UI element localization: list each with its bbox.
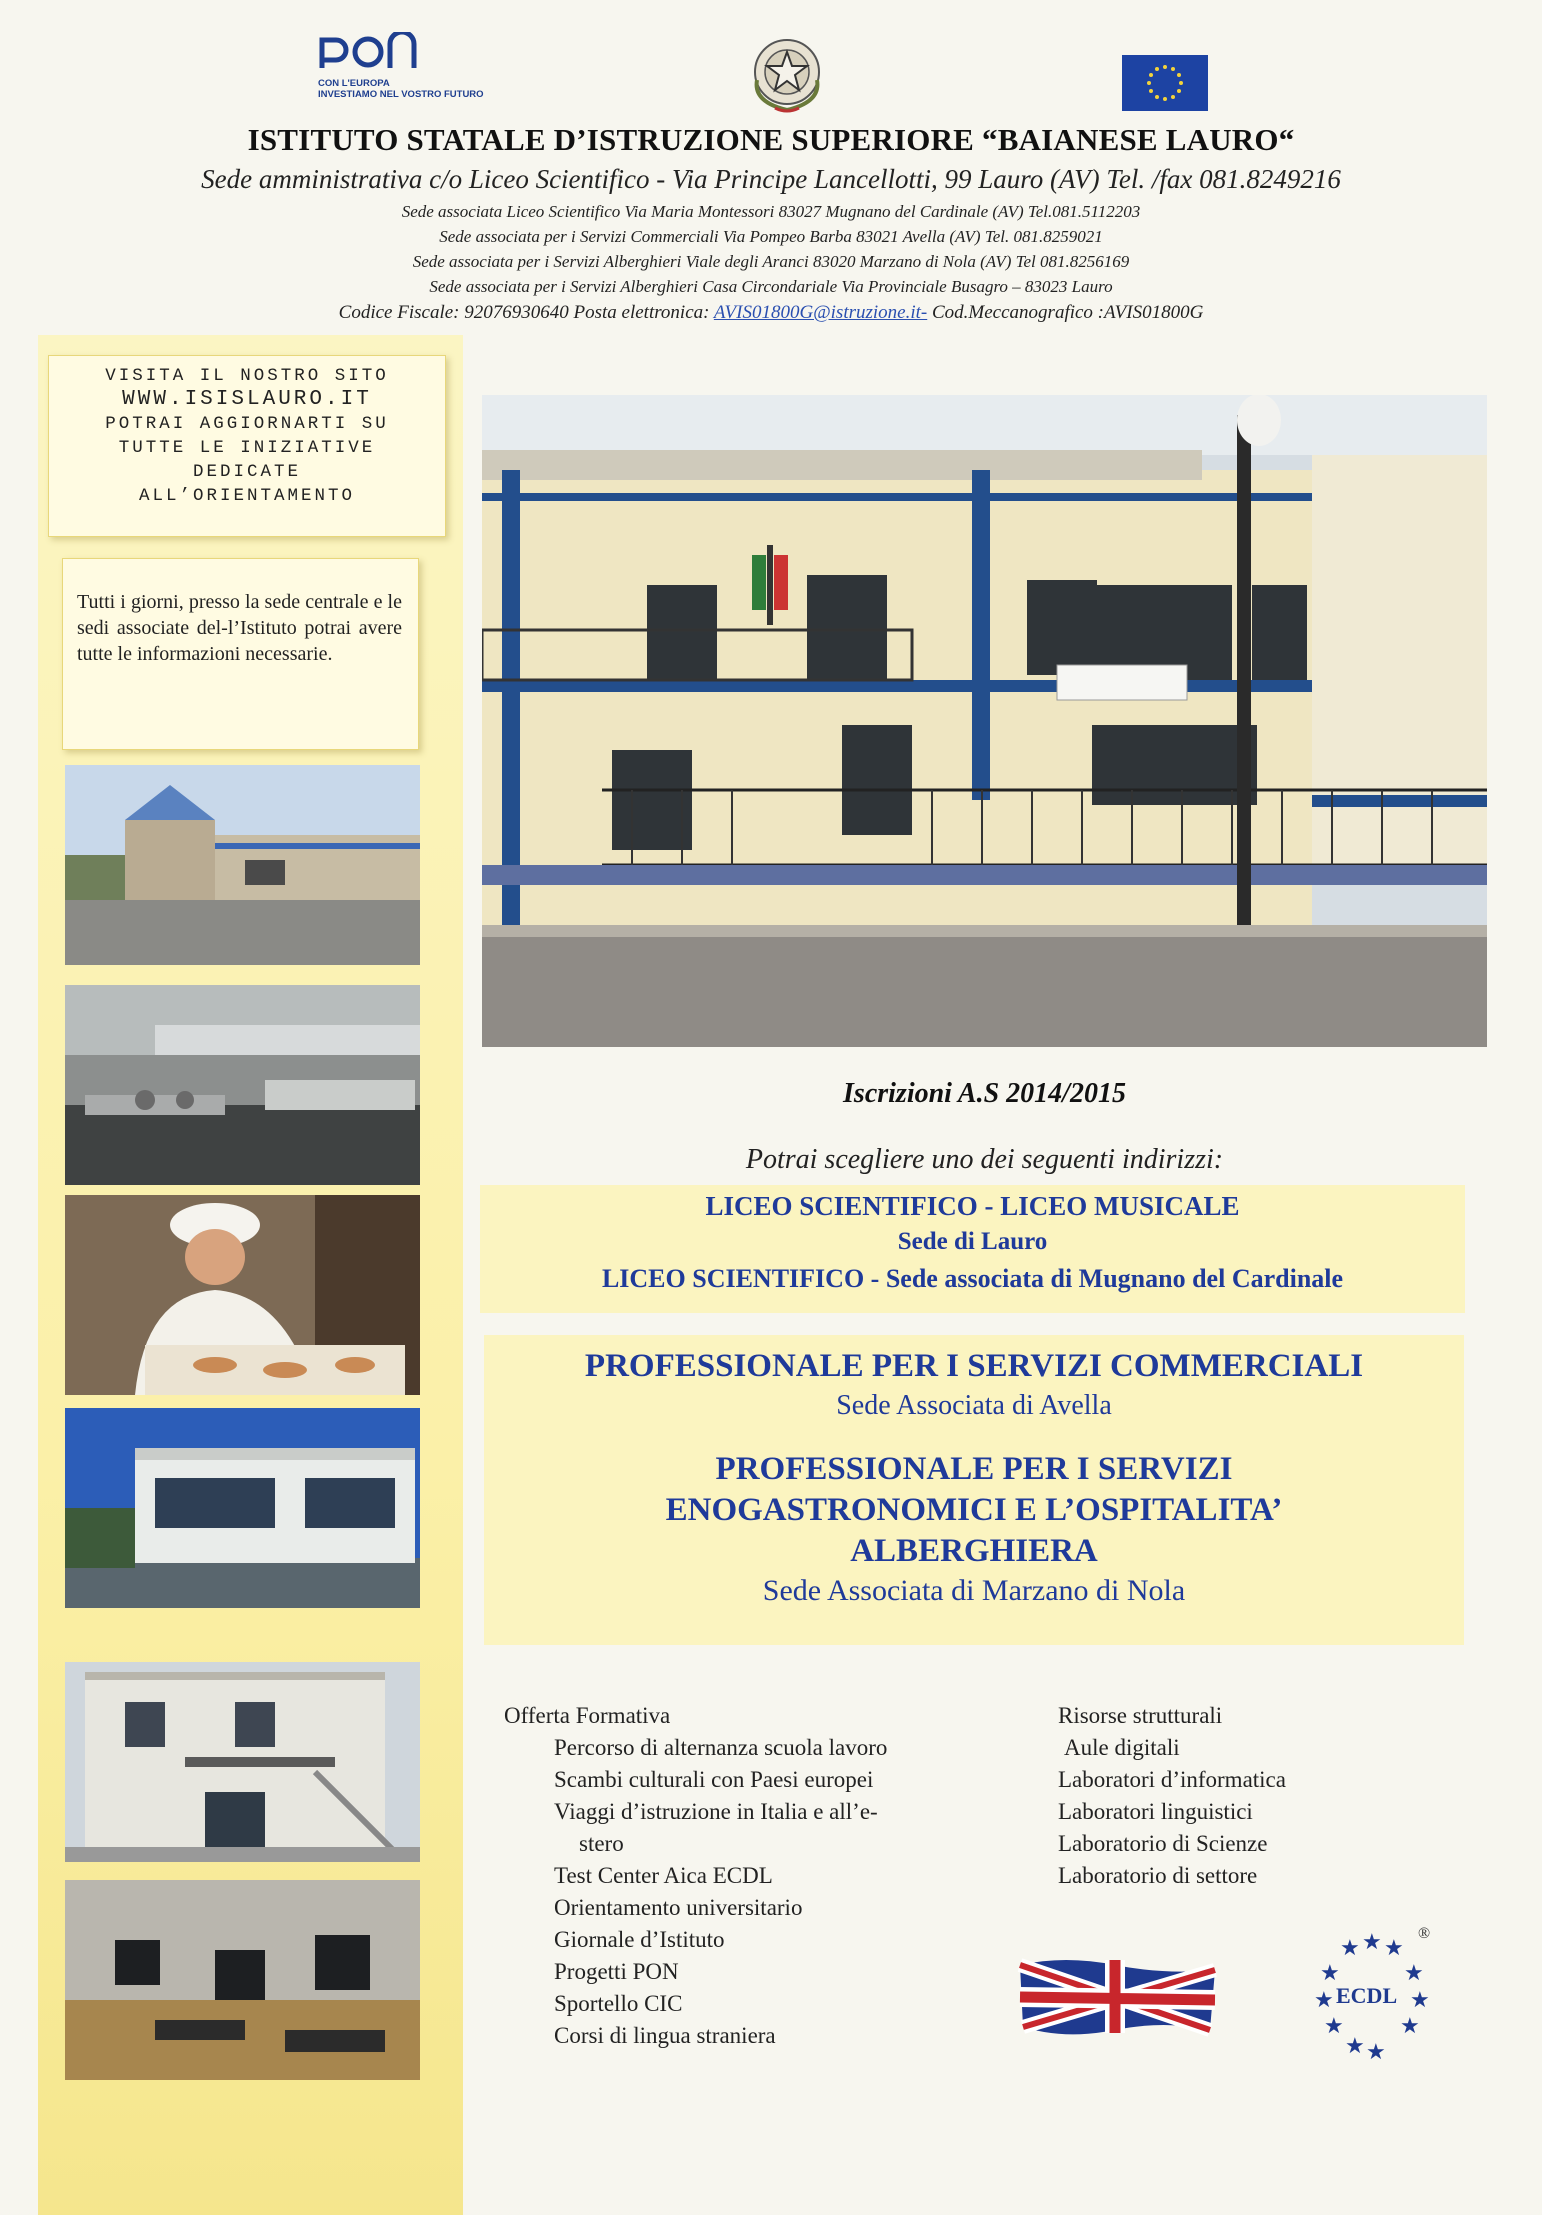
- fiscal-line: [0, 302, 1542, 324]
- fiscal-code: Codice Fiscale: 92076930640 Posta elettronica:: [338, 302, 714, 323]
- mechanographic-code: Cod.Meccanografico :AVIS01800G: [927, 302, 1204, 323]
- visit-line-6: ALL’ORIENTAMENTO: [138, 486, 356, 506]
- resource-item: Laboratorio di Scienze: [1058, 1831, 1268, 1856]
- pon-logo-text-2: INVESTIAMO NEL VOSTRO FUTURO: [318, 89, 484, 100]
- offer-item: Test Center Aica ECDL: [554, 1863, 773, 1888]
- svg-text:★: ★: [1324, 2014, 1344, 2039]
- resources-title: Risorse strutturali: [1058, 1703, 1223, 1728]
- info-box: [62, 558, 419, 750]
- offer-item: Corsi di lingua straniera: [554, 2023, 776, 2048]
- svg-text:★: ★: [1314, 1988, 1334, 2013]
- prof-eno-line-2: ENOGASTRONOMICI E L’OSPITALITA’: [665, 1492, 1283, 1528]
- ecdl-logo: [1300, 1925, 1440, 2065]
- pon-logo-icon: [318, 32, 428, 72]
- svg-text:★: ★: [1400, 2014, 1420, 2039]
- ecdl-label: ECDL: [1336, 1983, 1398, 2008]
- resource-item: Laboratorio di settore: [1058, 1863, 1258, 1888]
- professional-panel: [484, 1335, 1464, 1645]
- visit-line-4: TUTTE LE INIZIATIVE: [118, 438, 376, 458]
- resources-list: [1058, 1700, 1286, 1892]
- branch-line-2: Sede associata per i Servizi Commerciali Via Pompeo Barba 83021 Avella (AV) Tel. 081.8259021: [439, 227, 1103, 246]
- photo-computer-lab: [65, 1880, 420, 2080]
- main-school-photo: [482, 395, 1487, 1047]
- offer-item: Percorso di alternanza scuola lavoro: [554, 1735, 888, 1760]
- branch-line-1: Sede associata Liceo Scientifico Via Maria Montessori 83027 Mugnano del Cardinale (AV) Tel.081.5112203: [401, 202, 1141, 221]
- offer-title: Offerta Formativa: [504, 1703, 671, 1728]
- prof-commercial-site: Sede Associata di Avella: [836, 1390, 1112, 1421]
- svg-text:★: ★: [1362, 1930, 1382, 1955]
- svg-text:★: ★: [1340, 1936, 1360, 1961]
- pon-logo: [318, 32, 548, 102]
- liceo-line-3: LICEO SCIENTIFICO - Sede associata di Mugnano del Cardinale: [601, 1264, 1344, 1293]
- photo-kitchen: [65, 985, 420, 1185]
- website-link[interactable]: WWW.ISISLAURO.IT: [122, 388, 372, 411]
- eu-flag-icon: [1122, 55, 1208, 111]
- branch-line-3: Sede associata per i Servizi Alberghieri Viale degli Aranci 83020 Marzano di Nola (AV) Tel 081.8256169: [412, 252, 1130, 271]
- svg-text:★: ★: [1366, 2040, 1386, 2065]
- liceo-panel: [480, 1185, 1465, 1313]
- offer-item: Orientamento universitario: [554, 1895, 803, 1920]
- pon-logo-text-1: CON L'EUROPA: [318, 78, 390, 89]
- uk-flag-icon: [1015, 1955, 1220, 2037]
- branch-line-4: Sede associata per i Servizi Alberghieri Casa Circondariale Via Provinciale Busagro – 83023 Lauro: [429, 277, 1113, 296]
- school-name: ISTITUTO STATALE D’ISTRUZIONE SUPERIORE “BAIANESE LAURO“: [247, 122, 1295, 157]
- enrollment-title: Iscrizioni A.S 2014/2015: [843, 1078, 1126, 1109]
- choose-line: Potrai scegliere uno dei seguenti indirizzi:: [745, 1144, 1224, 1175]
- visit-site-box: [48, 355, 446, 537]
- resource-item: Laboratori d’informatica: [1058, 1767, 1286, 1792]
- offer-item: stero: [579, 1831, 624, 1856]
- liceo-line-2: Sede di Lauro: [897, 1228, 1048, 1255]
- svg-text:★: ★: [1404, 1961, 1424, 1986]
- offer-item: Viaggi d’istruzione in Italia e all’e-: [554, 1799, 878, 1824]
- visit-line-1: VISITA IL NOSTRO SITO: [105, 366, 389, 386]
- svg-text:★: ★: [1410, 1988, 1430, 2013]
- visit-line-5: DEDICATE: [192, 462, 301, 482]
- italian-emblem-icon: [745, 30, 830, 115]
- prof-eno-line-3: ALBERGHIERA: [850, 1533, 1098, 1569]
- resource-item: Aule digitali: [1064, 1735, 1180, 1760]
- visit-line-3: POTRAI AGGIORNARTI SU: [105, 414, 389, 434]
- offer-item: Scambi culturali con Paesi europei: [554, 1767, 874, 1792]
- resource-item: Laboratori linguistici: [1058, 1799, 1253, 1824]
- photo-building-exterior: [65, 765, 420, 965]
- hq-address: Sede amministrativa c/o Liceo Scientifico - Via Principe Lancellotti, 99 Lauro (AV) Tel. /fax 081.8249216: [201, 164, 1341, 194]
- photo-cook: [65, 1195, 420, 1395]
- offer-list: [504, 1700, 887, 2052]
- prof-eno-line-1: PROFESSIONALE PER I SERVIZI: [715, 1451, 1233, 1487]
- offer-item: Giornale d’Istituto: [554, 1927, 725, 1952]
- offer-item: Progetti PON: [554, 1959, 679, 1984]
- svg-text:★: ★: [1384, 1936, 1404, 1961]
- liceo-line-1: LICEO SCIENTIFICO - LICEO MUSICALE: [705, 1191, 1240, 1221]
- svg-text:★: ★: [1345, 2034, 1365, 2059]
- ecdl-registered: ®: [1418, 1925, 1431, 1942]
- prof-commercial-title: PROFESSIONALE PER I SERVIZI COMMERCIALI: [584, 1348, 1364, 1384]
- photo-school-building: [65, 1408, 420, 1608]
- offer-item: Sportello CIC: [554, 1991, 683, 2016]
- info-text: Tutti i giorni, presso la sede centrale e le sedi associate del-l’Istituto potrai avere tutte le informazioni necessarie.: [77, 591, 402, 665]
- prof-eno-site: Sede Associata di Marzano di Nola: [762, 1574, 1186, 1607]
- email-link[interactable]: AVIS01800G@istruzione.it-: [713, 302, 928, 323]
- photo-school-stairs: [65, 1662, 420, 1862]
- svg-text:★: ★: [1320, 1961, 1340, 1986]
